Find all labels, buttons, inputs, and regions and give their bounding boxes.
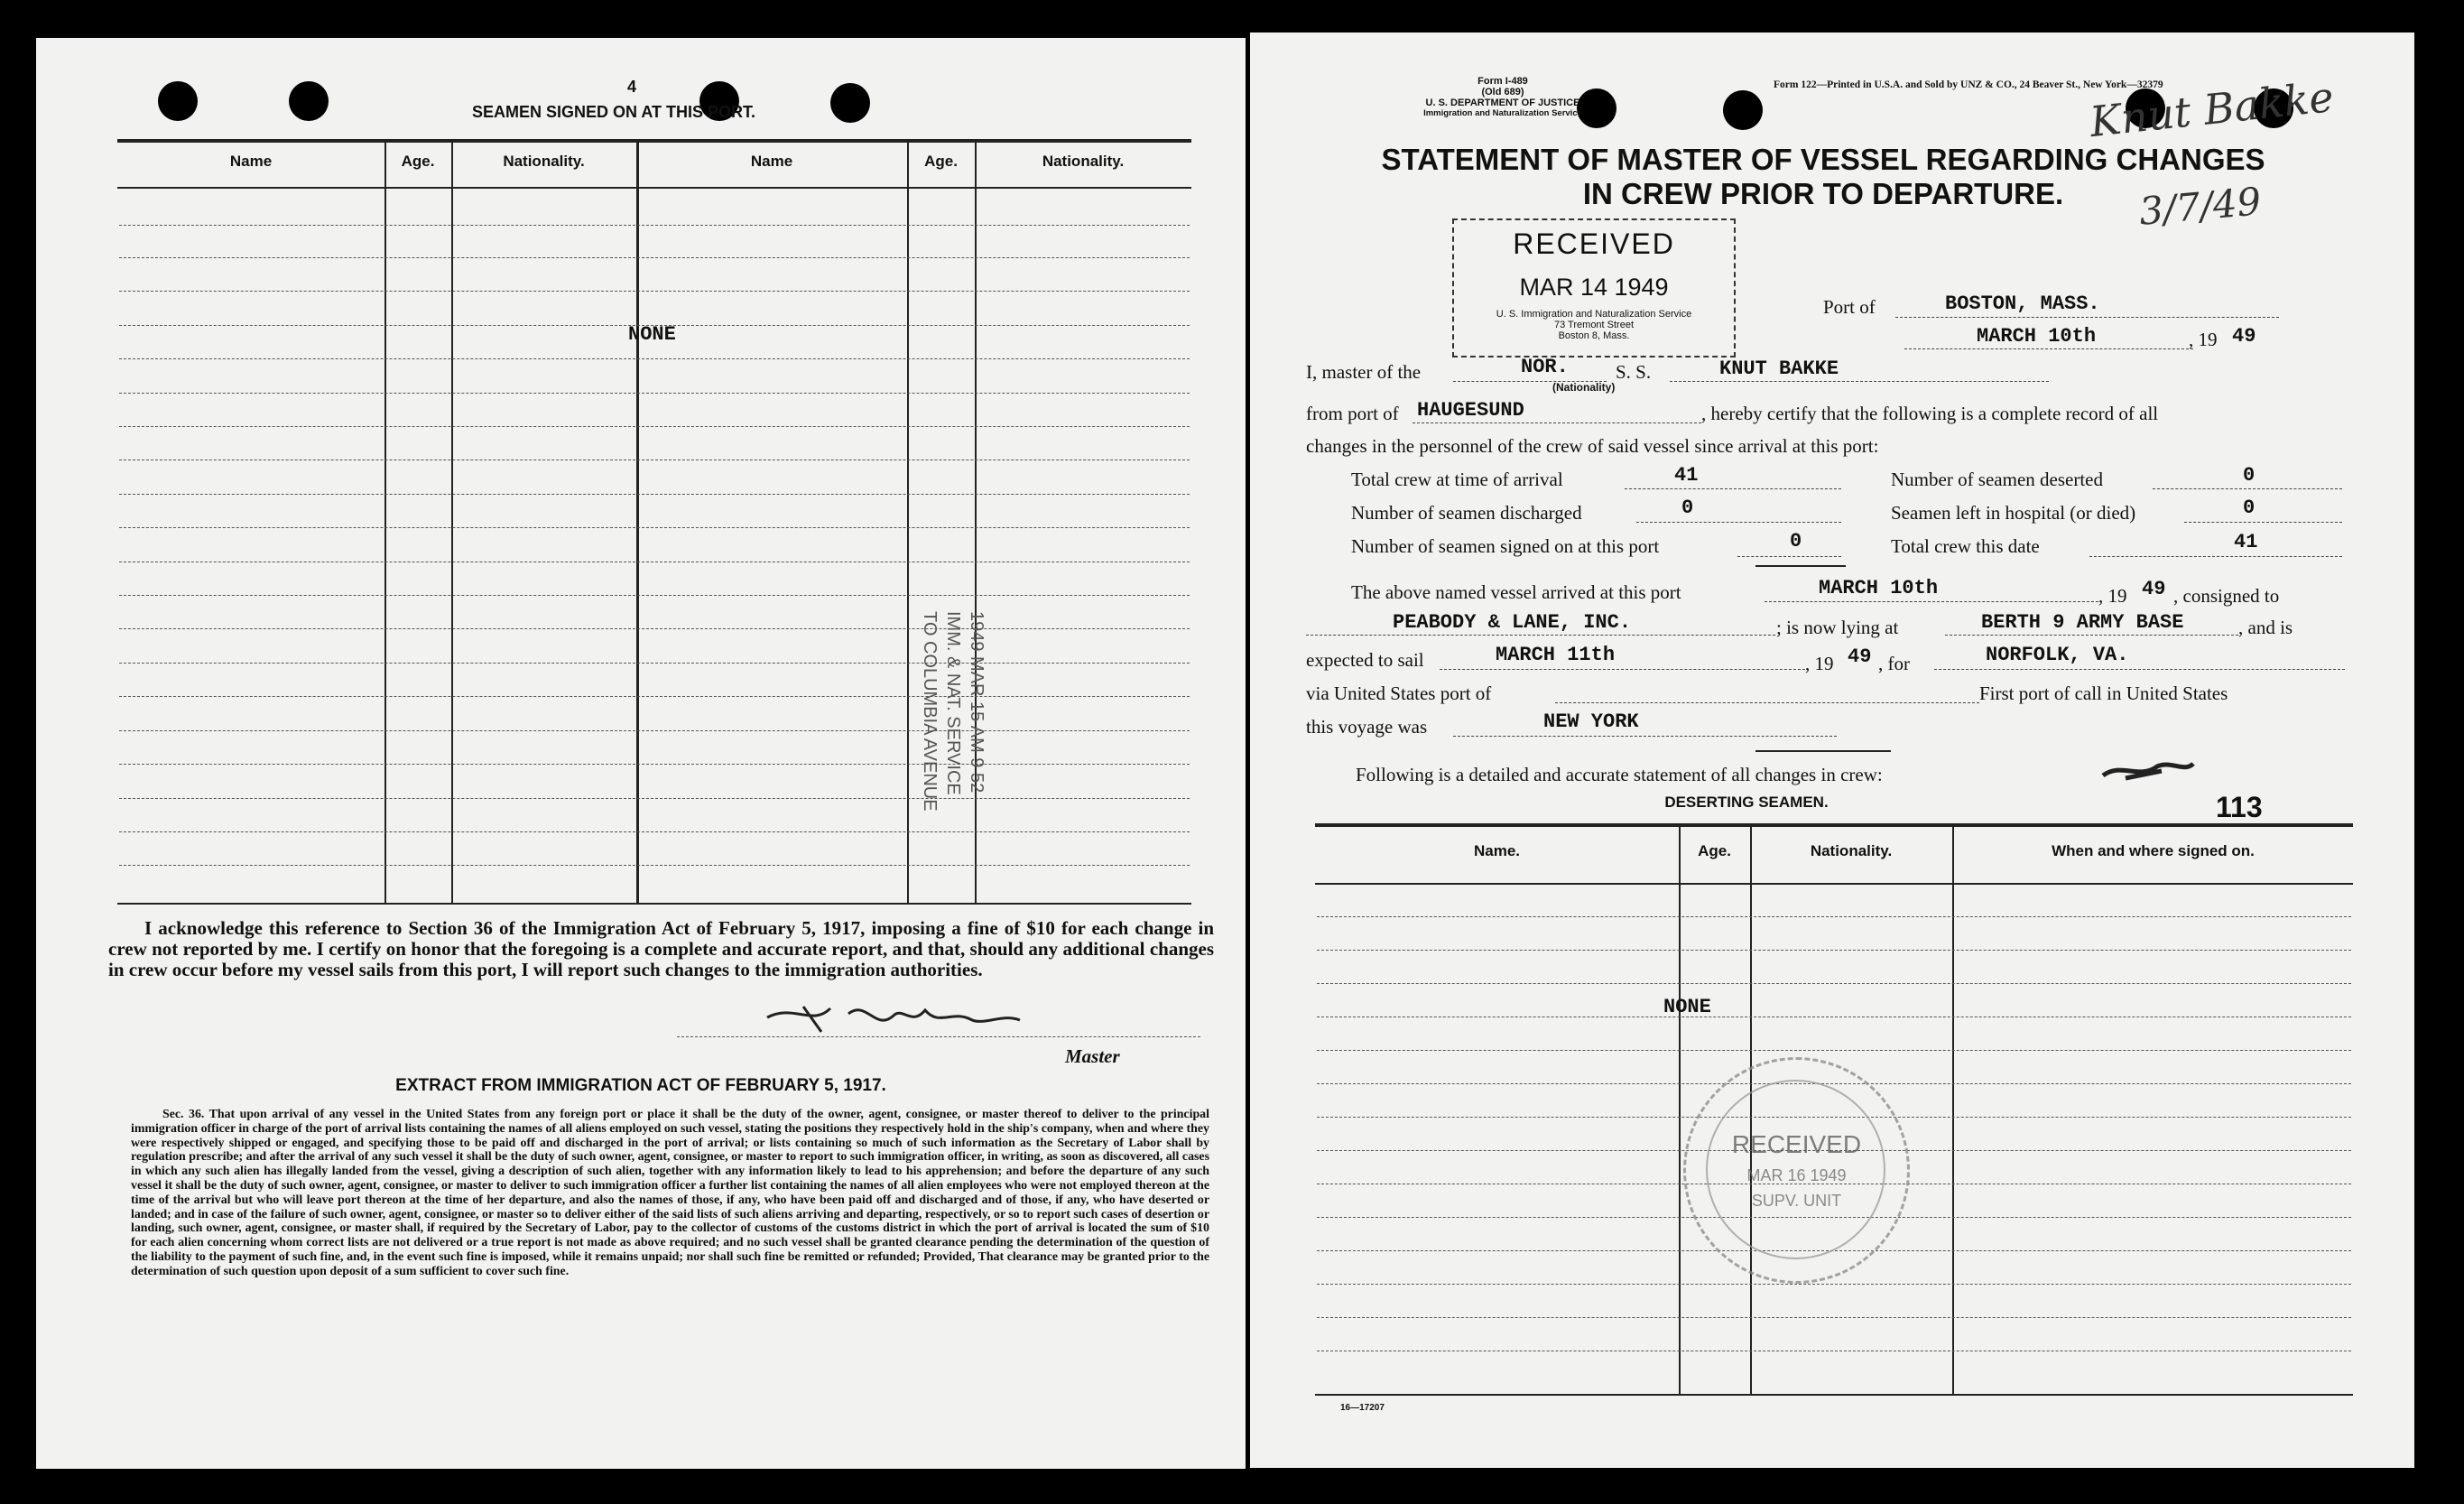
nationality-value: NOR. — [1521, 356, 1569, 378]
col-header-nationality: Nationality. — [1042, 153, 1125, 170]
punch-hole — [158, 81, 198, 121]
col-header-nationality: Nationality. — [1810, 842, 1893, 859]
handwritten-date: 3/7/49 — [2137, 179, 2264, 234]
for-label: , for — [1878, 653, 1910, 674]
first-port-value: NEW YORK — [1543, 710, 1639, 733]
arrived-value: MARCH 10th — [1819, 577, 1939, 599]
extract-text: Sec. 36. That upon arrival of any vessel in the United States from any foreign port or place it shall be the duty of the owner, agent, consignee, or master thereof to deliver to the principal immigration officer in charge of the port of arrival lists containing the names of all aliens employed on such vessel, stating the positions they respectively hold in the ship's company, when and where they were respectively shipped or engaged, and specifying those to be paid off and discharged in the port of arrival; or lists containing so much of such information as the Secretary of Labor shall by regulation prescribe; and after the arrival of any such vessel it shall be the duty of such owner, agent, consignee, or master to report to such immigration officer, in writing, as soon as discovered, all cases in which any such alien has illegally landed from the vessel, giving a description of such alien, together with any information likely to lead to his apprehension; and before the departure of any such vessel it shall be the duty of such owner, agent, consignee, or master to deliver to such immigration officer a further list containing the names of all alien employees who were not employed thereon at the time of the arrival but who will leave port thereon at the time of her departure, and also the names of those, if any, who have been paid off and discharged and of those, if any, who have deserted or landed; and in case of the failure of such owner, agent, consignee, or master so to deliver either of the said lists of such aliens arriving and departing, respectively, or so to report such cases of desertion or landing, such owner, agent, consignee, or master shall, if required by the Secretary of Labor, pay to the collector of customs of the customs district in which the port of arrival is located the sum of $10 for each alien concerning whom correct lists are not delivered or a true report is not made as above required; and no such vessel shall be granted clearance pending the determination of the question of the liability to the payment of such fine, and, in the event such fine is imposed, while it remains unpaid; nor shall such fine be remitted or refunded; Provided, That clearance may be granted prior to the determination of such question upon deposit of a sum sufficient to cover such fine. — [131, 1108, 1209, 1278]
col-header-age: Age. — [1698, 842, 1731, 859]
total-arrival-label: Total crew at time of arrival — [1351, 469, 1563, 490]
col-header-name: Name. — [1473, 842, 1521, 859]
hospital-value: 0 — [2243, 497, 2256, 519]
document-title: STATEMENT OF MASTER OF VESSEL REGARDING CHANGES IN CREW PRIOR TO DEPARTURE. — [1381, 143, 2265, 210]
via-label: via United States port of — [1306, 682, 1492, 704]
total-date-label: Total crew this date — [1891, 535, 2040, 557]
master-of-label: I, master of the — [1306, 361, 1422, 383]
handwritten-mark — [2098, 753, 2198, 789]
none-entry: NONE — [628, 323, 676, 346]
sail-date-value: MARCH 11th — [1496, 644, 1616, 666]
deserted-label: Number of seamen deserted — [1891, 469, 2103, 490]
punch-hole — [1723, 90, 1763, 130]
col-header-name: Name — [750, 153, 793, 170]
consignee-value: PEABODY & LANE, INC. — [1393, 611, 1632, 634]
voyage-label: this voyage was — [1306, 716, 1428, 738]
following-text: Following is a detailed and accurate statement of all changes in crew: — [1356, 764, 1883, 785]
port-of-label: Port of — [1823, 296, 1876, 318]
year-value: 49 — [2232, 325, 2256, 348]
document-number: 113 — [2216, 791, 2263, 823]
arrived-label: The above named vessel arrived at this port — [1351, 581, 1681, 603]
right-page — [1250, 32, 2414, 1468]
expected-label: expected to sail — [1306, 649, 1424, 671]
deserted-value: 0 — [2243, 464, 2256, 487]
vessel-name: KNUT BAKKE — [1719, 357, 1839, 380]
from-port-label: from port of — [1306, 403, 1399, 424]
arrived-year-prefix: , 19 — [2098, 585, 2127, 607]
first-port-label: First port of call in United States — [1979, 682, 2228, 704]
printer-line: Form 122—Printed in U.S.A. and Sold by UNZ & CO., 24 Beaver St., New York—32379 — [1774, 79, 2163, 90]
berth-value: BERTH 9 ARMY BASE — [1981, 611, 2184, 634]
date-value: MARCH 10th — [1977, 325, 2097, 348]
acknowledgement-text: I acknowledge this reference to Section 36 of the Immigration Act of February 5, 1917, imposing a fine of $10 for each change in crew not reported by me. I certify on honor that the foregoing is a complete and accurate report, and that, should any additional changes in crew occur before my vessel sails from this port, I will report such changes to the immigration authorities. — [108, 917, 1214, 980]
total-date-value: 41 — [2234, 531, 2258, 553]
section-title: SEAMEN SIGNED ON AT THIS PORT. — [471, 103, 756, 121]
master-label: Master — [1065, 1045, 1120, 1067]
sail-year-prefix: , 19 — [1805, 653, 1834, 674]
from-port-value: HAUGESUND — [1417, 399, 1524, 422]
page-number: 4 — [627, 78, 637, 96]
hospital-label: Seamen left in hospital (or died) — [1891, 502, 2136, 524]
received-stamp: RECEIVED MAR 14 1949 U. S. Immigration and Naturalization Service 73 Tremont Street Boston 8, Mass. — [1452, 218, 1736, 357]
and-is-label: , and is — [2238, 617, 2293, 638]
discharged-label: Number of seamen discharged — [1351, 502, 1582, 524]
arrived-year: 49 — [2142, 578, 2166, 600]
year-prefix: , 19 — [2189, 329, 2218, 350]
none-entry: NONE — [1663, 996, 1711, 1018]
handwritten-name: Knut Bakke — [2087, 71, 2337, 147]
extract-title: EXTRACT FROM IMMIGRATION ACT OF FEBRUARY 5, 1917. — [395, 1076, 886, 1095]
sail-year: 49 — [1848, 645, 1872, 668]
left-page — [36, 38, 1246, 1469]
port-of-value: BOSTON, MASS. — [1945, 292, 2100, 315]
certify-text: , hereby certify that the following is a complete record of all — [1701, 403, 2159, 424]
destination-value: NORFOLK, VA. — [1986, 644, 2129, 666]
certify-text-2: changes in the personnel of the crew of said vessel since arrival at this port: — [1306, 435, 1879, 457]
received-stamp-vertical: 1949 MAR 15 AM 9 52 IMM. & NAT. SERVICE TO COLUMBIA AVENUE — [920, 611, 987, 812]
col-header-age: Age. — [924, 153, 958, 170]
col-header-age: Age. — [401, 153, 435, 170]
col-header-name: Name — [229, 153, 273, 170]
round-received-stamp: RECEIVED MAR 16 1949 SUPV. UNIT — [1683, 1057, 1910, 1284]
nationality-caption: (Nationality) — [1552, 381, 1616, 394]
signed-on-value: 0 — [1790, 530, 1802, 552]
signed-on-label: Number of seamen signed on at this port — [1351, 535, 1660, 557]
punch-hole — [289, 81, 329, 121]
form-header: Form I-489 (Old 689) U. S. DEPARTMENT OF JUSTICE Immigration and Naturalization Service — [1423, 76, 1582, 118]
col-header-nationality: Nationality. — [503, 153, 585, 170]
section-title: DESERTING SEAMEN. — [1664, 794, 1829, 811]
consigned-label: , consigned to — [2173, 585, 2280, 607]
lying-label: ; is now lying at — [1776, 617, 1899, 638]
discharged-value: 0 — [1681, 497, 1694, 519]
total-arrival-value: 41 — [1674, 464, 1699, 487]
col-header-signed-on: When and where signed on. — [2052, 842, 2255, 859]
ss-label: S. S. — [1616, 361, 1652, 383]
footer-code: 16—17207 — [1340, 1403, 1385, 1413]
